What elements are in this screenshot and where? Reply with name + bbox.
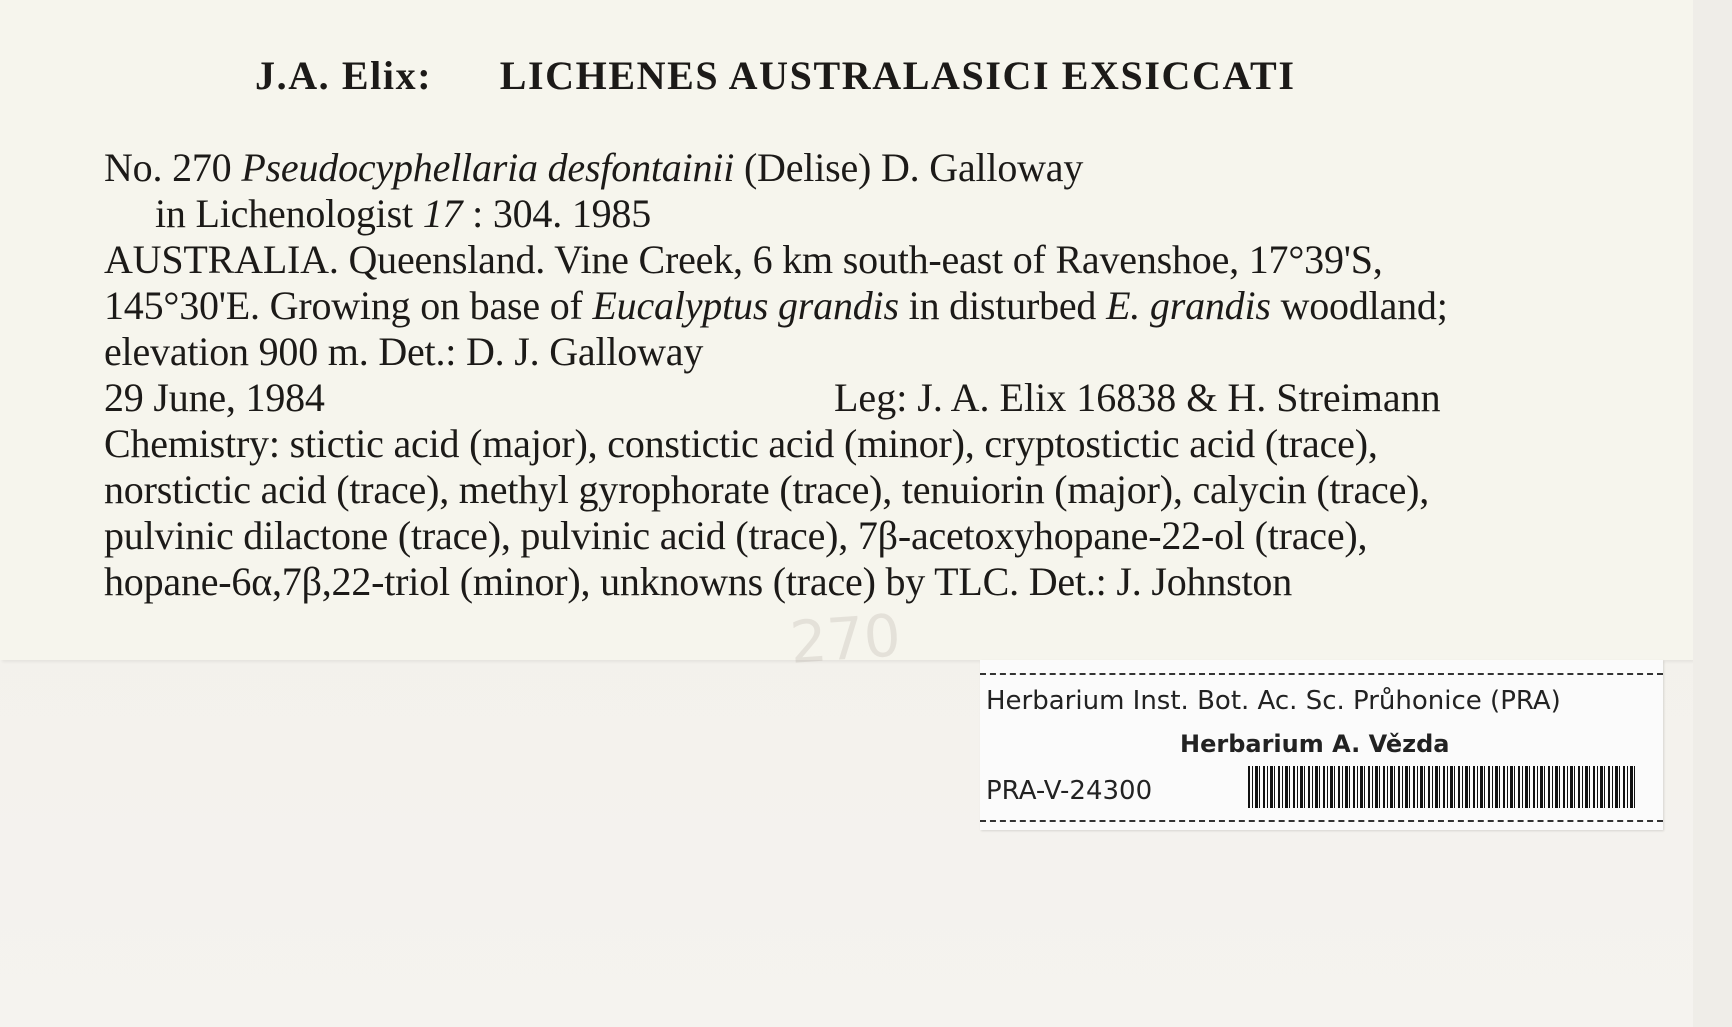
chemistry-line-3: pulvinic dilactone (trace), pulvinic acid (trace), 7β-acetoxyhopane-22-ol (trace), — [104, 513, 1368, 558]
pencil-annotation: 270 — [787, 601, 903, 677]
chemistry-line-2: norstictic acid (trace), methyl gyrophorate (trace), tenuiorin (major), calycin (trace), — [104, 467, 1430, 512]
locality-text-b: in disturbed — [908, 283, 1097, 328]
label-header — [255, 52, 1296, 99]
collection-date: 29 June, 1984 — [104, 375, 325, 420]
publication-line — [155, 191, 651, 237]
specimen-id: PRA-V-24300 — [986, 776, 1153, 806]
chemistry-line-4: hopane-6α,7β,22-triol (minor), unknowns (trace) by TLC. Det.: J. Johnston — [104, 559, 1292, 604]
taxon-name: Pseudocyphellaria desfontainii — [241, 145, 735, 190]
chemistry-line-1: Chemistry: stictic acid (major), constictic acid (minor), cryptostictic acid (trace), — [104, 421, 1378, 466]
specimen-name-line — [104, 145, 1083, 191]
collectors: Leg: J. A. Elix 16838 & H. Streimann — [834, 375, 1441, 420]
header-author: J.A. Elix: — [255, 53, 433, 98]
specimen-number: No. 270 — [104, 145, 232, 190]
dashed-divider-top — [980, 673, 1663, 675]
host-species-abbrev: E. grandis — [1106, 283, 1271, 328]
locality-line-1: AUSTRALIA. Queensland. Vine Creek, 6 km south-east of Ravenshoe, 17°39'S, — [104, 237, 1383, 282]
header-series: LICHENES AUSTRALASICI EXSICCATI — [499, 53, 1296, 98]
locality-line-2 — [104, 283, 1448, 329]
locality-text-c: woodland; — [1280, 283, 1448, 328]
elevation-determiner-line: elevation 900 m. Det.: D. J. Galloway — [104, 329, 704, 374]
taxon-authority: (Delise) D. Galloway — [743, 145, 1084, 190]
dashed-divider-bottom — [980, 820, 1663, 822]
barcode — [1248, 766, 1636, 808]
sheet-edge — [1693, 0, 1732, 1027]
publication-pages: : 304. 1985 — [472, 191, 652, 236]
host-species: Eucalyptus grandis — [592, 283, 899, 328]
publication-prefix: in Lichenologist — [155, 191, 413, 236]
collection-name: Herbarium A. Vězda — [1180, 730, 1450, 758]
institution-name: Herbarium Inst. Bot. Ac. Sc. Průhonice (PRA) — [986, 686, 1561, 716]
publication-volume: 17 — [422, 191, 463, 236]
barcode-label — [980, 660, 1663, 830]
locality-text-a: 145°30'E. Growing on base of — [104, 283, 583, 328]
